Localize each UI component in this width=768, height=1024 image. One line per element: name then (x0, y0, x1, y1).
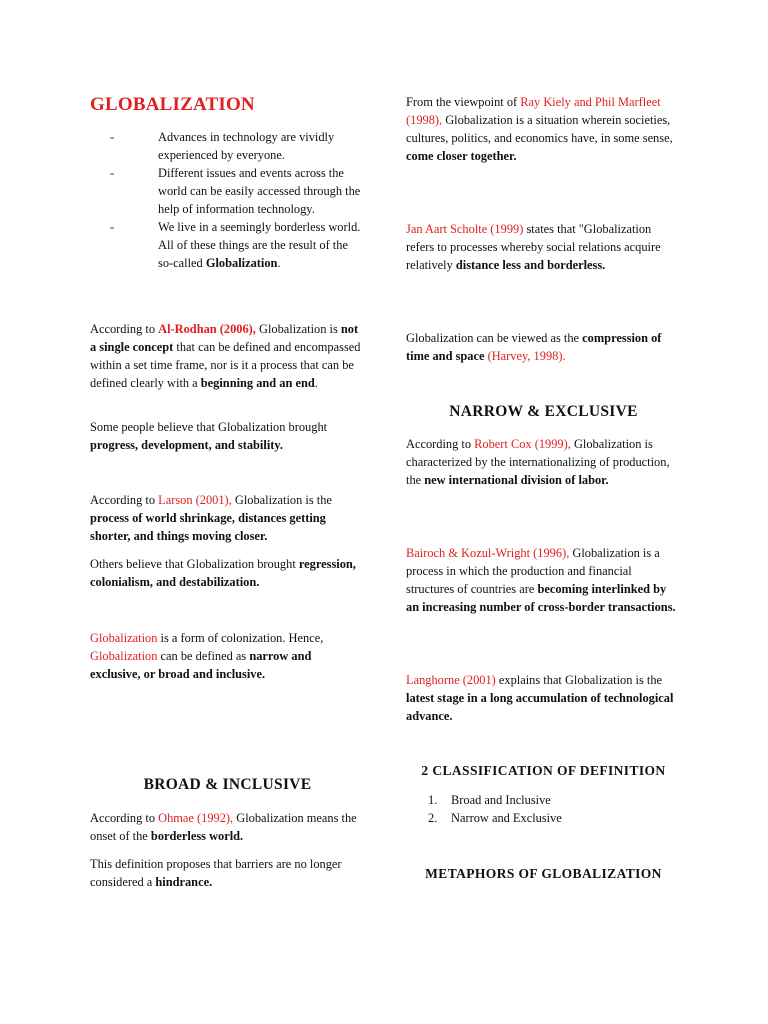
alrodhan-paragraph: According to Al-Rodhan (2006), Globalization is not a single concept that can be defined and encompassed within a set time frame, nor is it a process that can be defined clearly with a beginning and an end. (90, 322, 361, 390)
citation: Larson (2001), (158, 493, 232, 507)
kiely-marfleet-paragraph: From the viewpoint of Ray Kiely and Phil Marfleet (1998), Globalization is a situation wherein societies, cultures, politics, and economics have, in some sense, come closer together. (406, 95, 673, 163)
progress-paragraph: Some people believe that Globalization brought progress, development, and stability. (90, 420, 328, 452)
list-item: 2. Narrow and Exclusive (428, 811, 562, 825)
citation: Ohmae (1992), (158, 811, 234, 825)
larson-paragraph: According to Larson (2001), Globalization is the process of world shrinkage, distances getting shorter, and things moving closer. (90, 493, 332, 543)
broad-inclusive-heading: BROAD & INCLUSIVE (143, 776, 312, 793)
citation: Robert Cox (1999), (474, 437, 571, 451)
citation: Al-Rodhan (2006), (158, 322, 256, 336)
regression-paragraph: Others believe that Globalization brought regression, colonialism, and destabilization. (90, 557, 356, 589)
citation: Jan Aart Scholte (1999) (406, 222, 524, 236)
citation: Bairoch & Kozul-Wright (1996), (406, 546, 570, 560)
bullet-item: - Advances in technology are vividly experienced by everyone. (110, 128, 365, 164)
bullet-item: - Different issues and events across the world can be easily accessed through the help of information technology. (110, 164, 365, 218)
citation: (Harvey, 1998). (484, 349, 566, 363)
bullet-item: - We live in a seemingly borderless world. All of these things are the result of the so-called Globalization. (110, 218, 365, 272)
citation: Ray Kiely and Phil Marfleet (1998), (406, 95, 661, 127)
harvey-paragraph: Globalization can be viewed as the compression of time and space (Harvey, 1998). (406, 331, 662, 363)
narrow-exclusive-heading: NARROW & EXCLUSIVE (449, 403, 638, 420)
intro-bullet-list (110, 128, 365, 272)
colonization-paragraph: Globalization is a form of colonization. Hence, Globalization can be defined as narrow and exclusive, or broad and inclusive. (90, 631, 324, 681)
list-item: 1. Broad and Inclusive (428, 793, 551, 807)
scholte-paragraph: Jan Aart Scholte (1999) states that "Globalization refers to processes whereby social relations acquire relatively distance less and borderless. (406, 222, 661, 272)
bold-term: Globalization (205, 256, 278, 270)
classification-heading: 2 CLASSIFICATION OF DEFINITION (421, 763, 666, 778)
bairoch-paragraph: Bairoch & Kozul-Wright (1996), Globalization is a process in which the production and financial structures of countries are becoming interlinked by an increasing number of cross-border transactions. (406, 546, 676, 614)
cox-paragraph: According to Robert Cox (1999), Globalization is characterized by the internationalizing of production, the new international division of labor. (406, 437, 670, 487)
citation: Langhorne (2001) (406, 673, 496, 687)
langhorne-paragraph: Langhorne (2001) explains that Globalization is the latest stage in a long accumulation of technological advance. (406, 673, 674, 723)
ohmae-paragraph: According to Ohmae (1992), Globalization means the onset of the borderless world. (90, 811, 357, 843)
page-title: GLOBALIZATION (90, 94, 255, 115)
classification-list (428, 791, 678, 827)
barriers-paragraph: This definition proposes that barriers are no longer considered a hindrance. (90, 857, 342, 889)
metaphors-heading: METAPHORS OF GLOBALIZATION (425, 866, 662, 881)
